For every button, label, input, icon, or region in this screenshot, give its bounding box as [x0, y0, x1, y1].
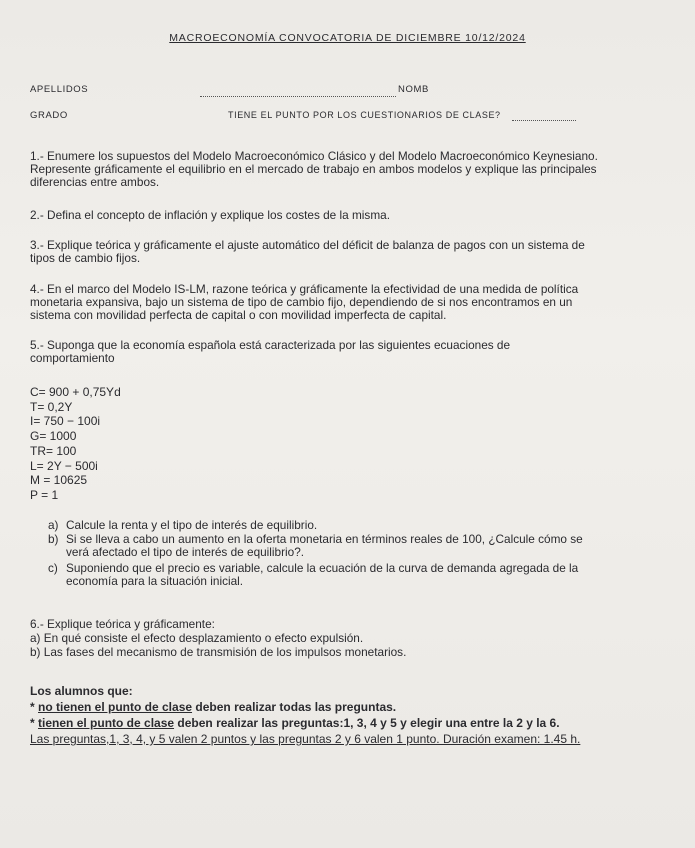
- instruction-rule: [30, 699, 580, 715]
- question-4-line: sistema con movilidad perfecta de capital o con movilidad imperfecta de capital.: [30, 308, 447, 322]
- bullet: *: [30, 700, 35, 714]
- subpart-label: a): [48, 518, 59, 532]
- equation: C= 900 + 0,75Yd: [30, 385, 121, 399]
- nombre-label: NOMB: [398, 84, 429, 95]
- equation: TR= 100: [30, 443, 77, 458]
- punto-question: TIENE EL PUNTO POR LOS CUESTIONARIOS DE CLASE?: [228, 110, 501, 120]
- question-3: [30, 239, 585, 265]
- question-2-line: 2.- Defina el concepto de inflación y explique los costes de la misma.: [30, 208, 390, 222]
- question-6-line: b) Las fases del mecanismo de transmisión de los impulsos monetarios.: [30, 645, 407, 659]
- question-6-line: 6.- Explique teórica y gráficamente:: [30, 617, 215, 631]
- equation: T= 0,2Y: [30, 399, 73, 414]
- equation: L= 2Y − 500i: [30, 458, 98, 473]
- equation: P = 1: [30, 487, 59, 502]
- apellidos-field[interactable]: [200, 96, 396, 97]
- question-2: [30, 209, 390, 222]
- subpart-text: verá afectado el tipo de interés de equilibrio?.: [66, 545, 305, 559]
- subpart-label: c): [48, 560, 58, 575]
- apellidos-label: APELLIDOS: [30, 84, 89, 95]
- subpart-text: Calcule la renta y el tipo de interés de equilibrio.: [66, 518, 318, 532]
- question-5-line: comportamiento: [30, 351, 115, 365]
- question-5-subparts: [48, 519, 583, 589]
- subpart-c-cont: [48, 575, 583, 589]
- grado-label: GRADO: [30, 110, 68, 121]
- rule-text: deben realizar todas las preguntas.: [195, 700, 397, 714]
- equation: G= 1000: [30, 429, 77, 444]
- punto-answer-field[interactable]: [512, 120, 576, 121]
- question-6-line: a) En qué consiste el efecto desplazamiento o efecto expulsión.: [30, 631, 364, 645]
- equation: M = 10625: [30, 473, 88, 488]
- subpart-text: Suponiendo que el precio es variable, calcule la ecuación de la curva de demanda agregada de la: [66, 560, 579, 575]
- exam-title: MACROECONOMÍA CONVOCATORIA DE DICIEMBRE 10/12/2024: [169, 32, 526, 44]
- question-3-line: 3.- Explique teórica y gráficamente el ajuste automático del déficit de balanza de pagos con un sistema de: [30, 238, 585, 252]
- rule-condition: no tienen el punto de clase: [38, 700, 193, 714]
- question-1: [30, 150, 598, 189]
- rule-condition: tienen el punto de clase: [38, 716, 175, 730]
- instruction-rule: [30, 715, 580, 731]
- question-6: [30, 617, 406, 659]
- question-4: [30, 283, 578, 322]
- instructions-heading: Los alumnos que:: [30, 684, 133, 698]
- subpart-text: economía para la situación inicial.: [66, 574, 244, 588]
- question-4-line: monetaria expansiva, bajo un sistema de tipo de cambio fijo, dependiendo de si nos encontramos en un: [30, 295, 573, 309]
- rule-text: deben realizar las preguntas:1, 3, 4 y 5 y elegir una entre la 2 y la 6.: [177, 716, 560, 730]
- subpart-text: Si se lleva a cabo un aumento en la oferta monetaria en términos reales de 100, ¿Calcule cómo se: [66, 531, 583, 546]
- scoring-note: Las preguntas,1, 3, 4, y 5 valen 2 puntos y las preguntas 2 y 6 valen 1 punto. Duración examen: 1.45 h.: [30, 732, 581, 746]
- exam-instructions: [30, 683, 580, 747]
- question-5: [30, 339, 510, 365]
- question-1-line: Represente gráficamente el equilibrio en el mercado de trabajo en ambos modelos y explique las principales: [30, 162, 597, 176]
- equation-list: [30, 385, 121, 503]
- bullet: *: [30, 716, 35, 730]
- question-3-line: tipos de cambio fijos.: [30, 251, 141, 265]
- subpart-c: [48, 562, 583, 576]
- question-1-line: 1.- Enumere los supuestos del Modelo Macroeconómico Clásico y del Modelo Macroeconómico Keynesiano.: [30, 149, 598, 163]
- equation: I= 750 − 100i: [30, 414, 101, 429]
- subpart-b: [48, 533, 583, 547]
- question-5-line: 5.- Suponga que la economía española está caracterizada por las siguientes ecuaciones de: [30, 338, 511, 352]
- subpart-label: b): [48, 531, 59, 546]
- question-1-line: diferencias entre ambos.: [30, 175, 160, 189]
- question-4-line: 4.- En el marco del Modelo IS-LM, razone teórica y gráficamente la efectividad de una medida de política: [30, 282, 579, 296]
- subpart-b-cont: [48, 546, 583, 560]
- subpart-a: [48, 519, 583, 533]
